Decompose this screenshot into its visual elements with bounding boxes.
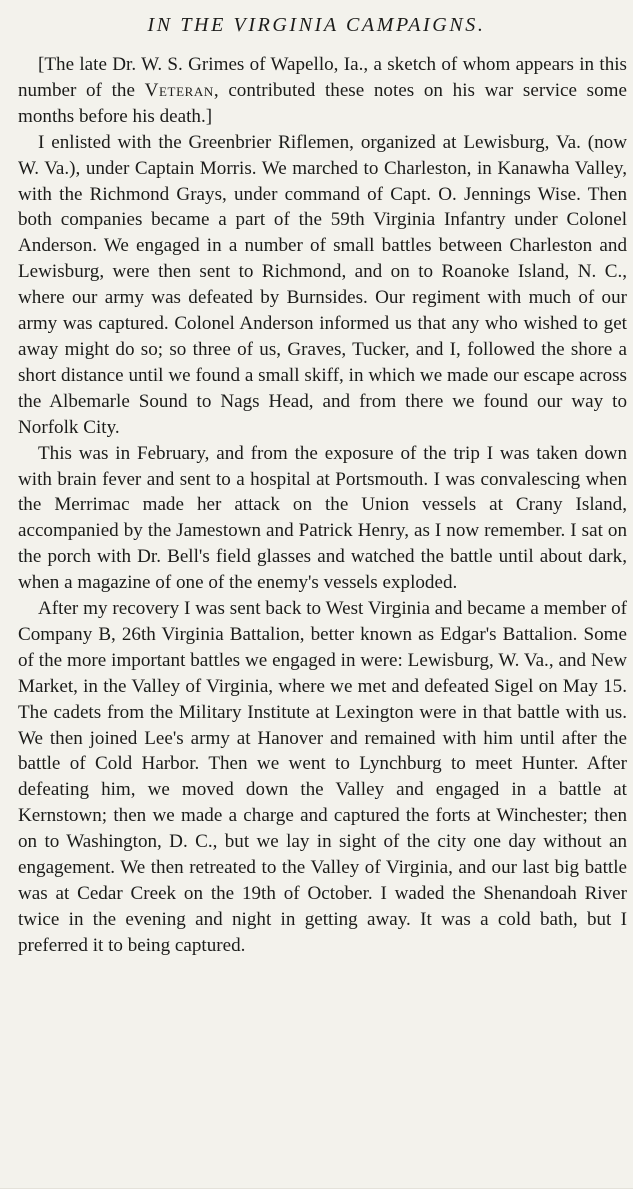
paragraph-edgars-battalion: After my recovery I was sent back to West Virginia and became a member of Company B, 26th Virginia Battalion, better known as Edgar's Battalion. Some of the more important battles we engaged in were: Lewisburg, W. Va., and New Market, in the Valley of Virginia, where we met and defeated Sigel on May 15. The cadets from the Military Institute at Lexington were in that battle with us. We then joined Lee's army at Hanover and remained with him until after the battle of Cold Harbor. Then we went to Lynchburg to meet Hunter. After defeating him, we moved down the Valley and engaged in a battle at Kernstown; then we made a charge and captured the forts at Winchester; then on to Washington, D. C., but we lay in sight of the city one day without an engagement. We then retreated to the Valley of Virginia, and our last big battle was at Cedar Creek on the 19th of October. I waded the Shenandoah River twice in the evening and night in getting away. It was a cold bath, but I preferred it to being captured. (18, 598, 627, 956)
paragraph-enlistment: I enlisted with the Greenbrier Riflemen, organized at Lewisburg, Va. (now W. Va.), under Captain Morris. We marched to Charleston, in Kanawha Valley, with the Richmond Grays, under command of Capt. O. Jennings Wise. Then both companies became a part of the 59th Virginia Infantry under Colonel Anderson. We engaged in a number of small battles between Charleston and Lewisburg, were then sent to Richmond, and on to Roanoke Island, N. C., where our army was defeated by Burnsides. Our regiment with much of our army was captured. Colonel Anderson informed us that any who wished to get away might do so; so three of us, Graves, Tucker, and I, followed the shore a short distance until we found a small skiff, in which we made our escape across the Albemarle Sound to Nags Head, and from there we found our way to Norfolk City. (18, 131, 627, 438)
article-body (18, 52, 627, 959)
editor-note-text-end: , contributed these notes on his war service some months before his death.] (18, 79, 627, 127)
journal-name: Veteran (144, 79, 214, 101)
editor-note (18, 52, 627, 130)
article-heading: IN THE VIRGINIA CAMPAIGNS. (147, 14, 486, 36)
paragraph-portsmouth: This was in February, and from the exposure of the trip I was taken down with brain fever and sent to a hospital at Portsmouth. I was convalescing when the Merrimac made her attack on the Union vessels at Crany Island, accompanied by the Jamestown and Patrick Henry, as I now remember. I sat on the porch with Dr. Bell's field glasses and watched the battle until about dark, when a magazine of one of the enemy's vessels exploded. (18, 442, 627, 594)
editor-note-text-start: [The late Dr. W. S. Grimes of Wapello, Ia., a sketch of whom appears in this number of the (18, 54, 627, 101)
